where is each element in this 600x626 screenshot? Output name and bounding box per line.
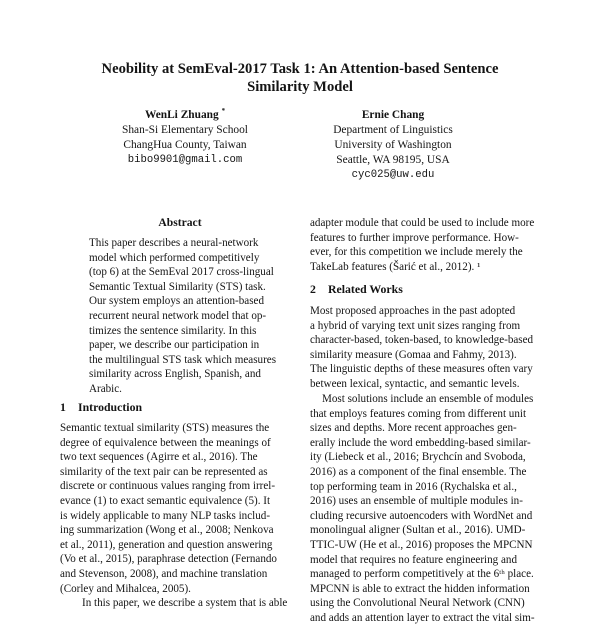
author-affiliation: Department of Linguistics xyxy=(333,124,453,136)
text-line: a hybrid of varying text unit sizes ranging from xyxy=(310,319,521,332)
text-line: sizes and depths. More recent approaches gen- xyxy=(310,422,517,435)
text-line: (Vo et al., 2015), paraphrase detection (Fernando xyxy=(60,553,277,566)
author-name: WenLi Zhuang * xyxy=(144,107,226,121)
right-column-continued-text xyxy=(310,216,542,274)
text-line: The linguistic depths of these measures often vary xyxy=(310,363,533,376)
section-heading-introduction xyxy=(60,400,142,415)
introduction-body xyxy=(60,421,292,611)
abstract-body xyxy=(89,236,279,397)
text-line: 2016) uses an ensemble of multiple modules in- xyxy=(310,495,523,508)
text-line: is widely applicable to many NLP tasks includ- xyxy=(60,509,271,522)
text-line: Semantic Textual Similarity (STS) task. xyxy=(89,280,266,293)
author-email: bibo9901@gmail.com xyxy=(127,154,243,166)
text-line: timizes the sentence similarity. In this xyxy=(89,324,257,337)
author-affiliation: ChangHua County, Taiwan xyxy=(123,139,247,151)
text-line: features to further improve performance. How- xyxy=(310,231,519,244)
section-number: 1 xyxy=(60,400,66,414)
text-line: two text sequences (Agirre et al., 2016). The xyxy=(60,451,258,464)
text-line: adapter module that could be used to include more xyxy=(310,217,535,229)
author-affiliation: Shan-Si Elementary School xyxy=(122,124,248,136)
text-line: erally include the word embedding-based similar- xyxy=(310,436,531,449)
section-title: Related Works xyxy=(328,282,403,296)
paper-title xyxy=(60,60,540,96)
text-line: recurrent neural network model that op- xyxy=(89,309,267,322)
author-block-2 xyxy=(318,108,468,183)
abstract-heading: Abstract xyxy=(158,216,202,229)
text-line: Semantic textual similarity (STS) measures the xyxy=(60,422,270,434)
text-line: character-based, token-based, to knowledge-based xyxy=(310,334,534,347)
text-line: TakeLab features (Šarić et al., 2012). ¹ xyxy=(310,260,481,273)
text-line: discrete or continuous values ranging from irrel- xyxy=(60,480,276,493)
text-line: and adds an attention layer to extract the vital sim- xyxy=(310,611,535,624)
text-line: top performing team in 2016 (Rychalska et al., xyxy=(310,480,517,493)
text-line: et al., 2011), generation and question answering xyxy=(60,538,273,551)
text-line: ever, for this competition we include merely the xyxy=(310,246,523,259)
section-title: Introduction xyxy=(78,400,143,414)
author-name: Ernie Chang xyxy=(361,109,425,121)
text-line: evance (1) to exact semantic equivalence (5). It xyxy=(60,494,271,507)
text-line: (top 6) at the SemEval 2017 cross-lingual xyxy=(89,266,274,279)
text-line: Arabic. xyxy=(89,382,122,395)
text-line: monolingual aligner (Sultan et al., 2016). UMD- xyxy=(310,524,526,537)
author-email: cyc025@uw.edu xyxy=(351,169,435,181)
text-line: paper, we describe our participation in xyxy=(89,339,260,352)
text-line: ing summarization (Wong et al., 2008; Nenkova xyxy=(60,524,274,537)
text-line: In this paper, we describe a system that is able xyxy=(82,597,288,610)
text-line: managed to perform competitively at the 6ᵗʰ place. xyxy=(310,568,534,581)
text-line: ity (Liebeck et al., 2016; Brychcín and Svoboda, xyxy=(310,451,526,464)
related-works-paragraph-1 xyxy=(310,304,542,392)
text-line: that employs features coming from different unit xyxy=(310,407,527,420)
section-heading-related-works xyxy=(310,282,403,297)
related-works-paragraph-2 xyxy=(310,392,542,626)
text-line: cluding recursive autoencoders with WordNet and xyxy=(310,509,533,522)
text-line: between lexical, syntactic, and semantic levels. xyxy=(310,377,520,390)
text-line: (Corley and Mihalcea, 2005). xyxy=(60,582,191,595)
text-line: model that requires no feature engineering and xyxy=(310,553,518,566)
title-line-2: Similarity Model xyxy=(247,79,353,95)
text-line: and Stevenson, 2008), and machine translation xyxy=(60,567,268,580)
text-line: Our system employs an attention-based xyxy=(89,295,264,308)
text-line: Most solutions include an ensemble of modules xyxy=(322,393,534,405)
text-line: using the Convolutional Neural Network (CNN) xyxy=(310,597,525,610)
text-line: This paper describes a neural-network xyxy=(89,237,259,249)
author-affiliation: Seattle, WA 98195, USA xyxy=(336,154,450,166)
title-line-1: Neobility at SemEval-2017 Task 1: An Attention-based Sentence xyxy=(101,61,499,77)
text-line: similarity of the text pair can be represented as xyxy=(60,465,268,478)
text-line: 2016) as a component of the final ensemble. The xyxy=(310,465,527,478)
text-line: TTIC-UW (He et al., 2016) proposes the MPCNN xyxy=(310,538,533,551)
text-line: the multilingual STS task which measures xyxy=(89,353,277,366)
text-line: degree of equivalence between the meanings of xyxy=(60,436,271,449)
author-footnote-mark: * xyxy=(221,107,226,116)
text-line: similarity measure (Gomaa and Fahmy, 2013). xyxy=(310,348,517,361)
author-affiliation: University of Washington xyxy=(334,139,452,151)
text-line: MPCNN is able to extract the hidden information xyxy=(310,582,530,595)
text-line: model which performed competitively xyxy=(89,251,260,264)
author-block-1 xyxy=(110,108,260,168)
text-line: Most proposed approaches in the past adopted xyxy=(310,305,516,317)
section-number: 2 xyxy=(310,282,316,296)
text-line: similarity across English, Spanish, and xyxy=(89,368,261,381)
